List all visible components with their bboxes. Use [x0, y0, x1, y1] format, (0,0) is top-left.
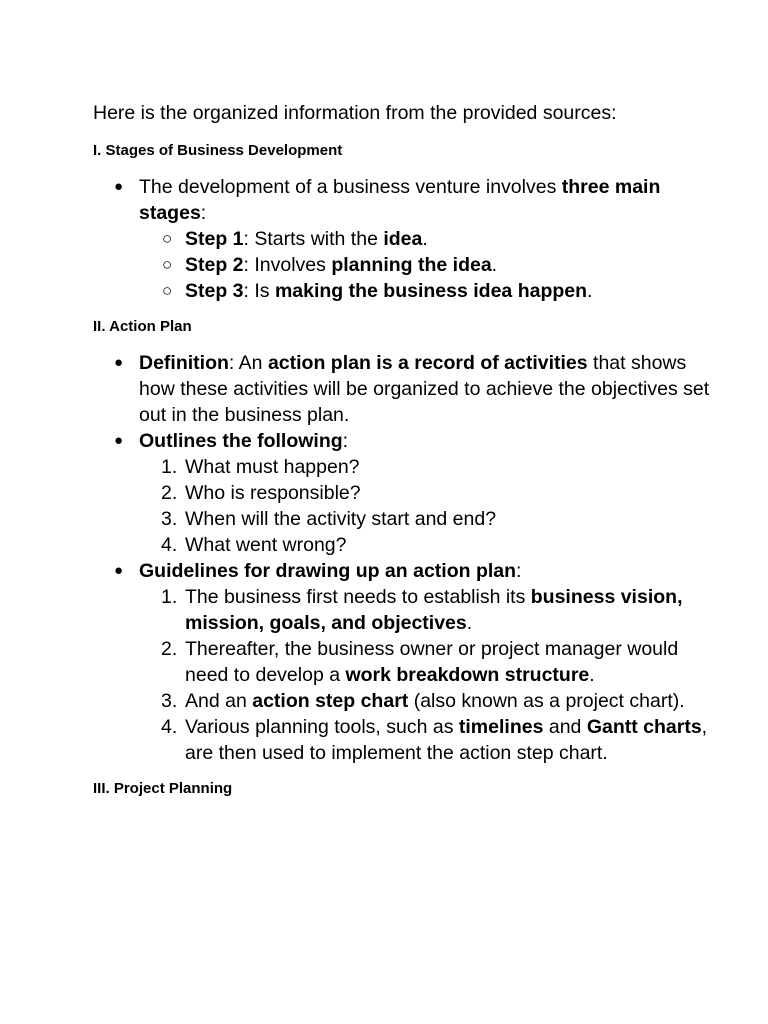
circle-marker: ○: [162, 229, 173, 248]
number-marker: 2.: [161, 638, 178, 660]
circle-marker: ○: [162, 255, 173, 274]
number-marker: 4.: [161, 716, 178, 738]
list-item: [93, 558, 713, 766]
outlines-list: [139, 454, 713, 558]
bold-run: Step 1: [185, 228, 244, 250]
bold-run: action step chart: [252, 690, 409, 712]
list-item: [139, 636, 713, 688]
stages-list: [93, 174, 713, 304]
guidelines-list: [139, 584, 713, 766]
list-item: [139, 532, 713, 558]
list-item: [139, 714, 713, 766]
text-run: .: [466, 612, 473, 634]
bold-run: Gantt charts: [586, 716, 702, 738]
bold-run: Guidelines for drawing up an action plan: [139, 560, 517, 582]
text-run: : Involves: [243, 254, 332, 276]
text-run: .: [422, 228, 428, 250]
text-run: What went wrong?: [185, 534, 347, 556]
bold-run: Outlines the following: [139, 430, 343, 452]
text-run: : Is: [243, 280, 275, 302]
number-marker: 1.: [161, 586, 178, 608]
bold-run: Definition: [139, 352, 229, 374]
bullet-marker: ●: [114, 354, 124, 371]
text-run: What must happen?: [185, 456, 360, 478]
text-run: and: [543, 716, 587, 738]
text-run: .: [491, 254, 498, 276]
bullet-marker: ●: [114, 432, 124, 449]
list-item: [93, 174, 713, 304]
steps-list: [139, 226, 713, 304]
list-item: [139, 506, 713, 532]
text-run: Various planning tools, such as: [185, 716, 459, 738]
bold-run: Step 3: [185, 280, 244, 302]
text-run: And an: [185, 690, 253, 712]
list-item: [139, 584, 713, 636]
text-run: .: [587, 280, 593, 302]
list-item: [93, 350, 713, 428]
text-run: When will the activity start and end?: [185, 508, 497, 530]
list-item: [139, 252, 713, 278]
number-marker: 1.: [161, 456, 178, 478]
bold-run: making the business idea happen: [274, 280, 588, 302]
action-plan-list: [93, 350, 713, 766]
section-heading-stages: I. Stages of Business Development: [93, 142, 343, 159]
intro-text: Here is the organized information from the provided sources:: [93, 102, 617, 124]
list-item: [93, 428, 713, 558]
text-run: that shows how these activities will be organized to achieve the objectives set out in the business plan.: [139, 352, 710, 426]
text-run: The development of a business venture involves: [139, 176, 562, 198]
bullet-marker: ●: [114, 178, 124, 195]
list-item: [139, 454, 713, 480]
bold-run: work breakdown structure: [345, 664, 590, 686]
document-page: [93, 98, 713, 812]
text-run: Who is responsible?: [185, 482, 361, 504]
text-run: :: [516, 560, 522, 582]
text-run: .: [589, 664, 595, 686]
number-marker: 3.: [161, 508, 178, 530]
bold-run: Step 2: [185, 254, 244, 276]
number-marker: 2.: [161, 482, 178, 504]
section-heading-project-planning: III. Project Planning: [93, 780, 233, 797]
bullet-marker: ●: [114, 562, 124, 579]
text-run: : An: [228, 352, 268, 374]
text-run: :: [200, 202, 207, 224]
bold-run: action plan is a record of activities: [267, 352, 588, 374]
number-marker: 3.: [161, 690, 178, 712]
bold-run: timelines: [458, 716, 544, 738]
bold-run: planning the idea: [331, 254, 492, 276]
list-item: [139, 688, 713, 714]
text-run: (also known as a project chart).: [408, 690, 685, 712]
list-item: [139, 480, 713, 506]
list-item: [139, 226, 713, 252]
text-run: Thereafter, the business owner or project manager would need to develop a: [185, 638, 679, 686]
text-run: :: [342, 430, 349, 452]
bold-run: business vision, mission, goals, and objectives: [185, 586, 683, 634]
text-run: : Starts with the: [243, 228, 384, 250]
text-run: , are then used to implement the action step chart.: [185, 716, 708, 764]
bold-run: three main stages: [139, 176, 661, 224]
list-item: [139, 278, 713, 304]
text-run: The business first needs to establish its: [185, 586, 531, 608]
bold-run: idea: [383, 228, 423, 250]
section-heading-action-plan: II. Action Plan: [93, 318, 192, 335]
number-marker: 4.: [161, 534, 178, 556]
circle-marker: ○: [162, 281, 173, 300]
